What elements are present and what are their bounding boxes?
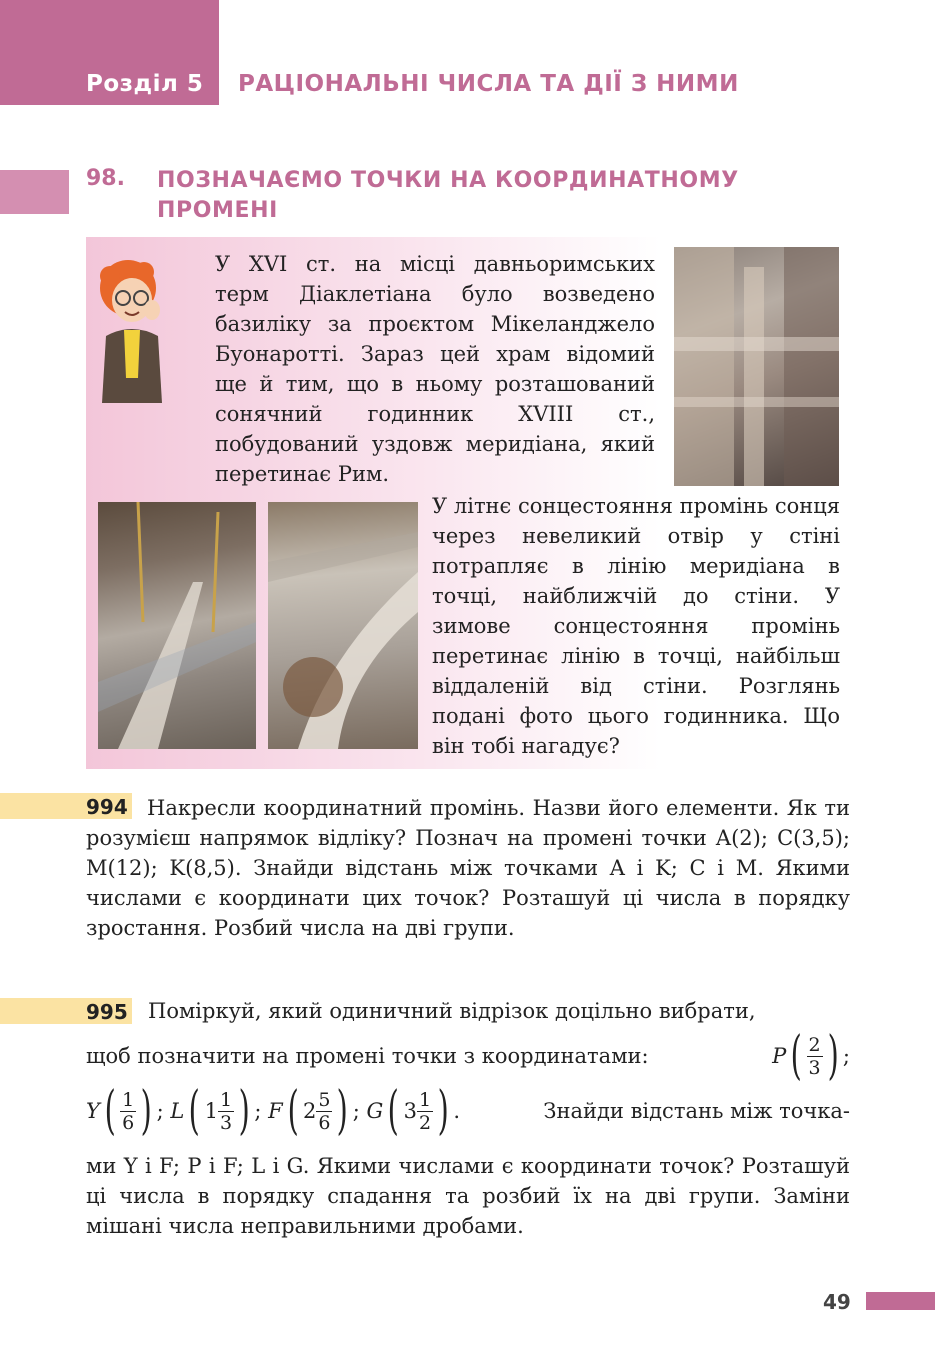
chapter-title: РАЦІОНАЛЬНІ ЧИСЛА ТА ДІЇ З НИМИ (238, 71, 739, 97)
exercise-994-number: 994 (86, 795, 128, 819)
point-p: P ( 2 3 ) ; (772, 1026, 850, 1086)
section-number: 98. (86, 166, 125, 191)
character-illustration (92, 258, 172, 408)
point-l: L ( 1 1 3 ) ; (170, 1081, 269, 1141)
chapter-label: Розділ 5 (86, 71, 204, 97)
point-y: Y ( 1 6 ) ; (86, 1081, 171, 1141)
point-f: F ( 2 5 6 ) ; (268, 1081, 367, 1141)
exercise-995-rest: ми Y і F; P і F; L і G. Якими числами є координати точок? Розташуй ці числа в порядку спадання та розбий їх на дві групи. Заміни мішані числа неправильними дробами. (86, 1154, 850, 1238)
intro-paragraph-1: У XVI ст. на місці давньоримських терм Діаклетіана було возведено базиліку за проєктом Мікеланджело Буонаротті. Зараз цей храм відомий ще й тим, що в ньому розташований сонячний годинник XVIII ст., побудований уздовж меридіана, який перетинає Рим. (215, 252, 655, 486)
point-g: G ( 3 1 2 ) . (366, 1081, 467, 1141)
basilica-interior-photo (674, 247, 839, 486)
intro-paragraph-2: У літнє сонцестояння промінь сонця через невеликий отвір у стіні потрапляє в лінію меридіана в точці, найближчій до стіни. У зимове сонцестояння промінь перетинає лінію в точці, найбільш віддаленій від стіни. Розглянь подані фото цього годинника. Що він тобі нагадує? (432, 494, 840, 758)
section-title: ПОЗНАЧАЄМО ТОЧКИ НА КООРДИНАТНОМУ ПРОМЕНІ (157, 168, 739, 223)
exercise-995-line-3 (86, 1081, 850, 1141)
section-marker (0, 170, 69, 214)
exercise-995-number: 995 (86, 1000, 128, 1024)
exercise-995-line-3-text: Знайди відстань між точка- (543, 1099, 850, 1123)
exercise-995-line-2-text: щоб позначити на промені точки з координатами: (86, 1044, 649, 1068)
page-number-bar (866, 1292, 935, 1310)
exercise-994-text: Накресли координатний промінь. Назви його елементи. Як ти розумієш напрямок відліку? Познач на промені точки A(2); C(3,5); M(12); K(8,5). Знайди відстань між точками A і K; C і M. Якими числами є координати цих точок? Розташуй ці числа в порядку зростання. Розбий числа на дві групи. (86, 796, 850, 940)
exercise-995-line-1: Поміркуй, який одиничний відрізок доцільно вибрати, (148, 999, 756, 1023)
meridian-floor-photo-1 (98, 502, 256, 749)
meridian-floor-photo-2 (268, 502, 418, 749)
exercise-995-line-2 (86, 1026, 850, 1086)
page-number: 49 (823, 1290, 851, 1314)
